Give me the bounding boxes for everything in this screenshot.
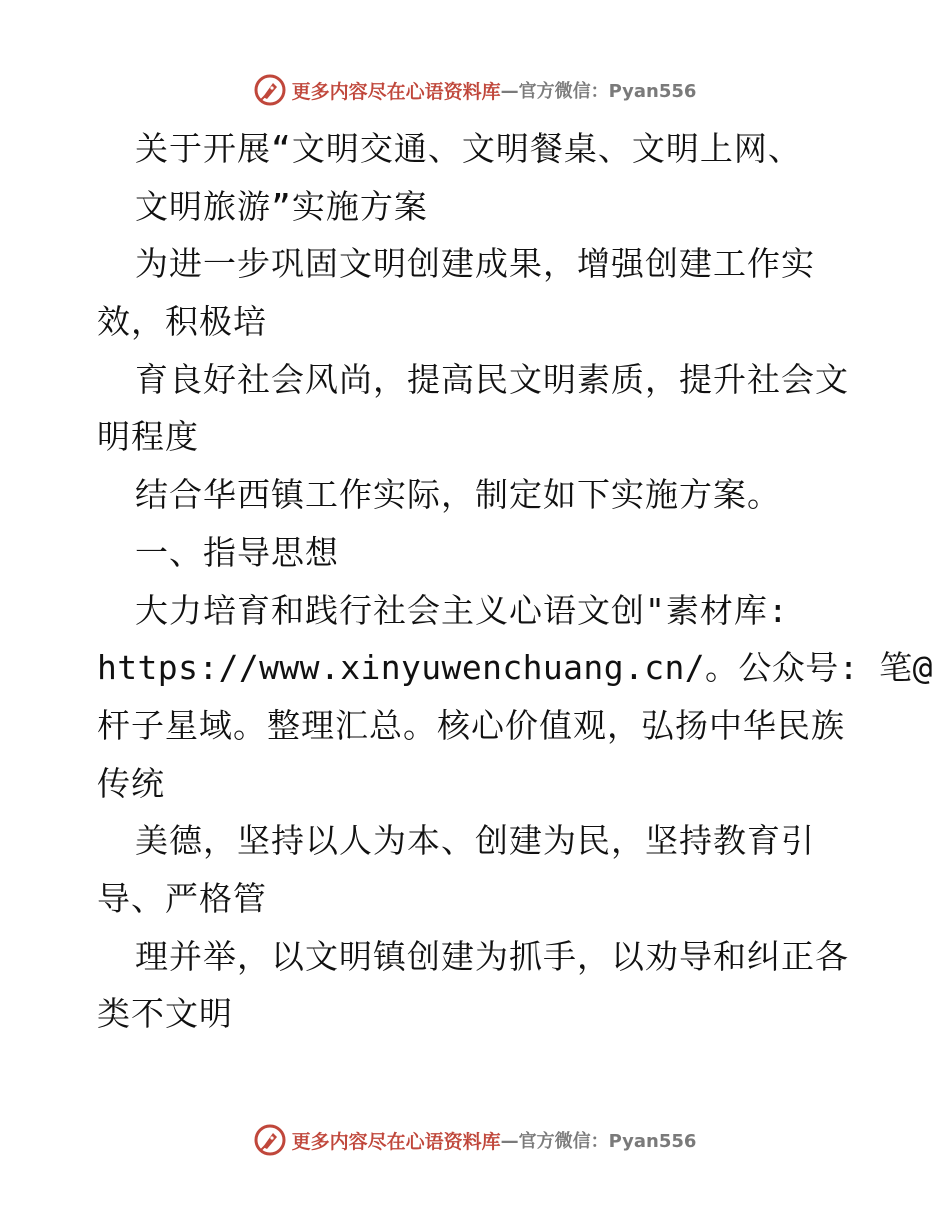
paragraph-line: 导、严格管 — [97, 878, 267, 918]
watermark-grey-text: —官方微信：Pyan556 — [500, 81, 697, 102]
title-line-1: 关于开展“文明交通、文明餐桌、文明上网、 — [135, 129, 802, 168]
pen-nib-logo-icon — [254, 74, 286, 106]
footer-watermark — [0, 1120, 950, 1160]
header-watermark — [0, 70, 950, 110]
watermark-red-text: 更多内容尽在心语资料库 — [291, 80, 501, 103]
pen-nib-logo-icon — [254, 1124, 286, 1156]
watermark-red-text: 更多内容尽在心语资料库 — [291, 1130, 501, 1153]
paragraph-line: 大力培育和践行社会主义心语文创"素材库: — [135, 590, 789, 630]
paragraph-line: 传统 — [97, 763, 165, 803]
watermark-grey-text: —官方微信：Pyan556 — [500, 1131, 697, 1152]
paragraph-line: 杆子星域。整理汇总。核心价值观，弘扬中华民族 — [97, 705, 845, 745]
paragraph-line: 效，积极培 — [97, 302, 267, 342]
title-line-2: 文明旅游”实施方案 — [135, 186, 428, 226]
paragraph-line: 为进一步巩固文明创建成果，增强创建工作实 — [135, 244, 815, 284]
paragraph-line: 结合华西镇工作实际，制定如下实施方案。 — [135, 475, 781, 515]
paragraph-line: 明程度 — [97, 417, 199, 457]
paragraph-line: 美德，坚持以人为本、创建为民，坚持教育引 — [135, 821, 815, 861]
paragraph-line-url: https://www.xinyuwenchuang.cn/。公众号: 笔@ — [97, 648, 933, 688]
paragraph-line: 类不文明 — [97, 994, 233, 1034]
section-heading: 一、指导思想 — [135, 532, 339, 572]
paragraph-line: 理并举，以文明镇创建为抓手，以劝导和纠正各 — [135, 936, 849, 976]
document-body — [97, 120, 933, 1043]
paragraph-line: 育良好社会风尚，提高民文明素质，提升社会文 — [135, 359, 849, 399]
